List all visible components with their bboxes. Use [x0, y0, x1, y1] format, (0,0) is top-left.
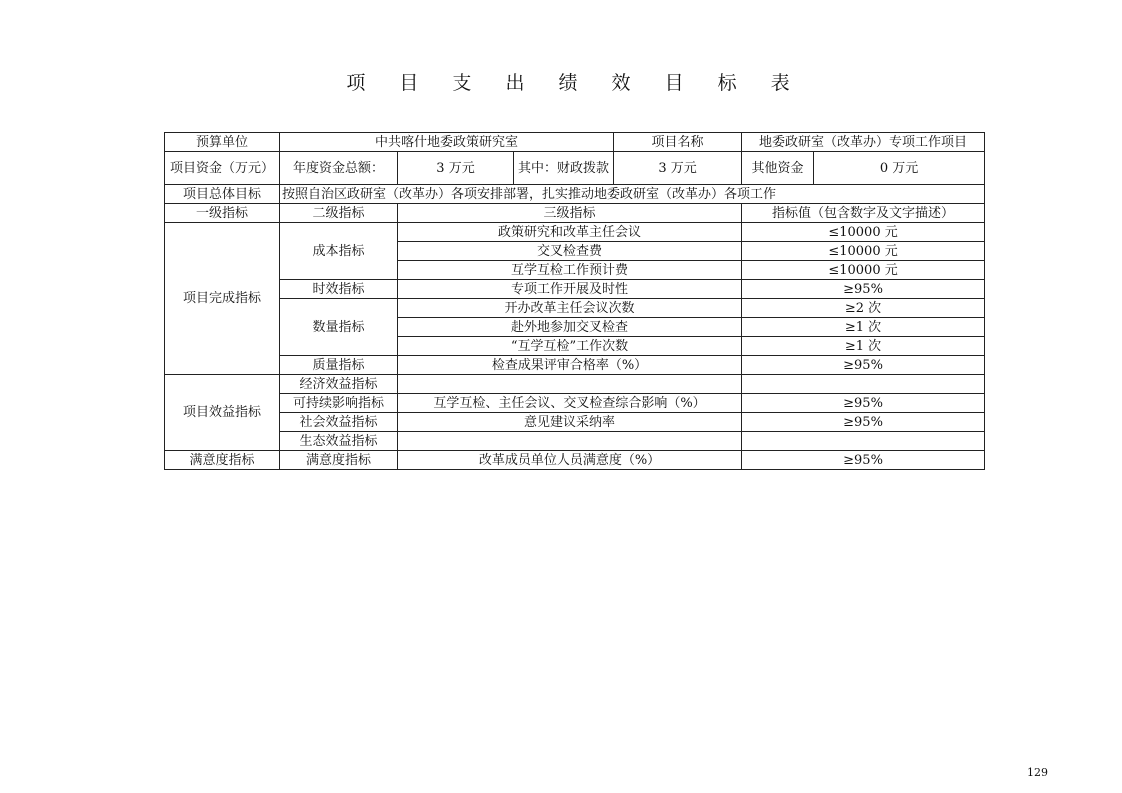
table-row [165, 451, 985, 470]
indicator-value: ≤10000 元 [742, 261, 985, 280]
column-header-value: 指标值（包含数字及文字描述） [742, 204, 985, 223]
indicator-name: 互学互检工作预计费 [398, 261, 742, 280]
annual-funds-value: 3 万元 [398, 152, 514, 185]
budget-unit-value: 中共喀什地委政策研究室 [280, 133, 614, 152]
overall-goal-label: 项目总体目标 [165, 185, 280, 204]
table-row [165, 152, 985, 185]
indicator-name: 互学互检、主任会议、交叉检查综合影响（%） [398, 394, 742, 413]
table-header-row [165, 204, 985, 223]
budget-unit-label: 预算单位 [165, 133, 280, 152]
table-row [165, 133, 985, 152]
indicator-value [742, 432, 985, 451]
level2-social: 社会效益指标 [280, 413, 398, 432]
table-row [165, 185, 985, 204]
table-row [165, 394, 985, 413]
level1-completion: 项目完成指标 [165, 223, 280, 375]
indicator-name [398, 375, 742, 394]
indicator-name: 政策研究和改革主任会议 [398, 223, 742, 242]
indicator-value: ≥95% [742, 356, 985, 375]
column-header-level2: 二级指标 [280, 204, 398, 223]
indicator-value: ≥95% [742, 394, 985, 413]
funds-label: 项目资金（万元） [165, 152, 280, 185]
indicator-name: 改革成员单位人员满意度（%） [398, 451, 742, 470]
table-row [165, 413, 985, 432]
indicator-value: ≥1 次 [742, 318, 985, 337]
indicator-name: 意见建议采纳率 [398, 413, 742, 432]
table-row [165, 356, 985, 375]
indicator-value: ≥1 次 [742, 337, 985, 356]
level1-benefit: 项目效益指标 [165, 375, 280, 451]
level2-cost: 成本指标 [280, 223, 398, 280]
indicator-value: ≥2 次 [742, 299, 985, 318]
overall-goal-text: 按照自治区政研室（改革办）各项安排部署，扎实推动地委政研室（改革办）各项工作 [280, 185, 985, 204]
table-row [165, 432, 985, 451]
level2-quantity: 数量指标 [280, 299, 398, 356]
project-name-label: 项目名称 [614, 133, 742, 152]
indicator-value: ≥95% [742, 413, 985, 432]
table-row [165, 280, 985, 299]
page-number: 129 [1027, 766, 1048, 779]
indicator-value: ≤10000 元 [742, 242, 985, 261]
performance-target-table [164, 132, 985, 470]
indicator-value: ≥95% [742, 280, 985, 299]
level2-timeliness: 时效指标 [280, 280, 398, 299]
indicator-name [398, 432, 742, 451]
level2-sustainable: 可持续影响指标 [280, 394, 398, 413]
fiscal-funds-label: 其中：财政拨款 [514, 152, 614, 185]
indicator-value [742, 375, 985, 394]
page-title: 项 目 支 出 绩 效 目 标 表 [346, 72, 804, 94]
column-header-level3: 三级指标 [398, 204, 742, 223]
indicator-name: 交叉检查费 [398, 242, 742, 261]
indicator-name: “互学互检”工作次数 [398, 337, 742, 356]
table-row [165, 223, 985, 242]
level2-satisfaction: 满意度指标 [280, 451, 398, 470]
fiscal-funds-value: 3 万元 [614, 152, 742, 185]
level2-quality: 质量指标 [280, 356, 398, 375]
other-funds-label: 其他资金 [742, 152, 814, 185]
indicator-value: ≤10000 元 [742, 223, 985, 242]
level2-economic: 经济效益指标 [280, 375, 398, 394]
indicator-name: 开办改革主任会议次数 [398, 299, 742, 318]
level2-ecological: 生态效益指标 [280, 432, 398, 451]
indicator-name: 检查成果评审合格率（%） [398, 356, 742, 375]
level1-satisfaction: 满意度指标 [165, 451, 280, 470]
indicator-name: 专项工作开展及时性 [398, 280, 742, 299]
other-funds-value: 0 万元 [814, 152, 985, 185]
indicator-name: 赴外地参加交叉检查 [398, 318, 742, 337]
column-header-level1: 一级指标 [165, 204, 280, 223]
table-row [165, 375, 985, 394]
indicator-value: ≥95% [742, 451, 985, 470]
table-row [165, 299, 985, 318]
project-name-value: 地委政研室（改革办）专项工作项目 [742, 133, 985, 152]
annual-funds-label: 年度资金总额： [280, 152, 398, 185]
